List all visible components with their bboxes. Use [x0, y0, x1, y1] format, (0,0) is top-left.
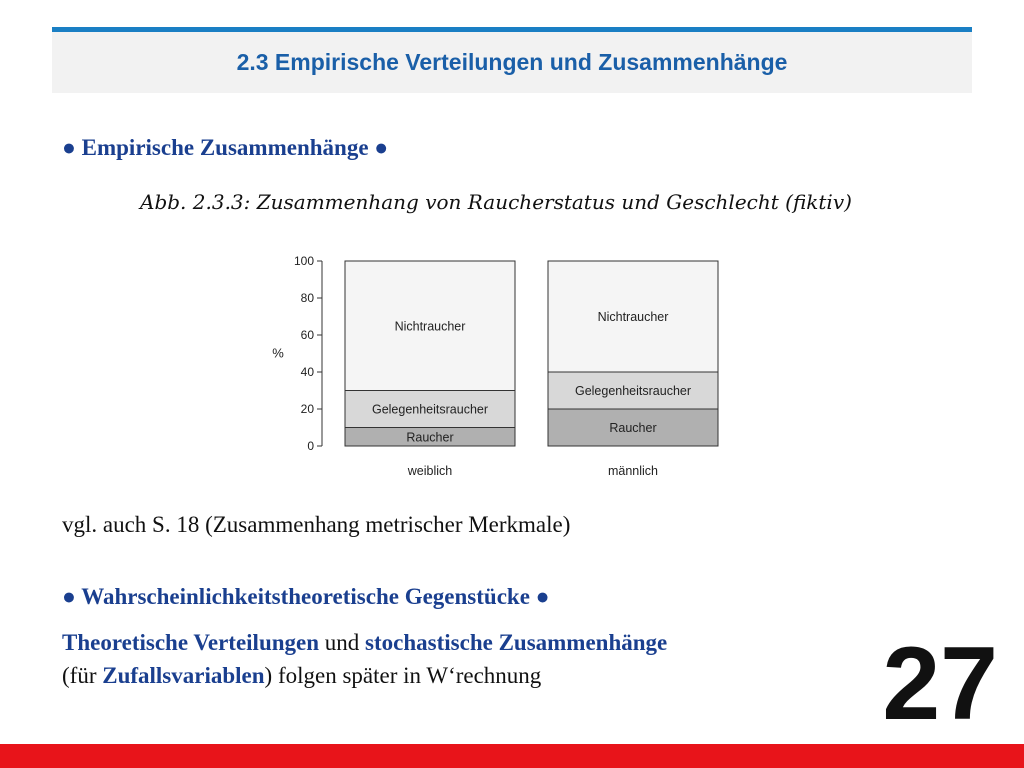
bar-segment-label: Gelegenheitsraucher: [371, 402, 489, 417]
section-heading-empirical: ● Empirische Zusammenhänge ●: [62, 135, 389, 160]
trailing-text: ) folgen später in W‘rechnung: [264, 663, 542, 688]
y-tick-label: 80: [300, 291, 314, 305]
x-category-label: weiblich: [407, 464, 453, 478]
body-line-1: [62, 630, 667, 656]
bar-segment-label: Gelegenheitsraucher: [574, 384, 692, 398]
bars: [345, 261, 718, 446]
page-number: 27: [882, 626, 998, 742]
bar-segment-label: Nichtraucher: [597, 310, 669, 324]
term-stochastic-relations: stochastische Zusammenhänge: [365, 630, 668, 655]
y-tick-label: 60: [300, 328, 314, 342]
reference-note: vgl. auch S. 18 (Zusammenhang metrischer Merkmale): [62, 512, 571, 537]
x-axis-labels: [407, 464, 658, 478]
footer-bar: [0, 744, 1024, 768]
header: [52, 32, 972, 93]
y-tick-label: 40: [300, 365, 314, 379]
y-tick-label: 20: [300, 402, 314, 416]
figure-caption: Abb. 2.3.3: Zusammenhang von Raucherstatus und Geschlecht (fiktiv): [140, 190, 852, 214]
bar-segment-label: Raucher: [406, 430, 454, 445]
y-tick-label: 100: [293, 254, 314, 268]
connector-text: und: [319, 630, 366, 655]
paren-open-text: (für: [62, 663, 103, 688]
y-axis-label: %: [272, 345, 284, 361]
bar-segment-label: Raucher: [609, 421, 657, 435]
y-tick-label: 0: [307, 439, 314, 453]
slide-title: 2.3 Empirische Verteilungen und Zusammenhänge: [236, 49, 788, 75]
body-line-2: [62, 663, 541, 689]
bar-segment-label: Nichtraucher: [394, 319, 466, 334]
x-category-label: männlich: [607, 464, 659, 478]
y-axis: [272, 254, 322, 453]
stacked-bar-chart: [260, 248, 760, 483]
term-theoretical-distributions: Theoretische Verteilungen: [62, 630, 320, 655]
section-heading-probability: ● Wahrscheinlichkeitstheoretische Gegenstücke ●: [62, 584, 550, 609]
term-random-variables: Zufallsvariablen: [102, 663, 265, 688]
